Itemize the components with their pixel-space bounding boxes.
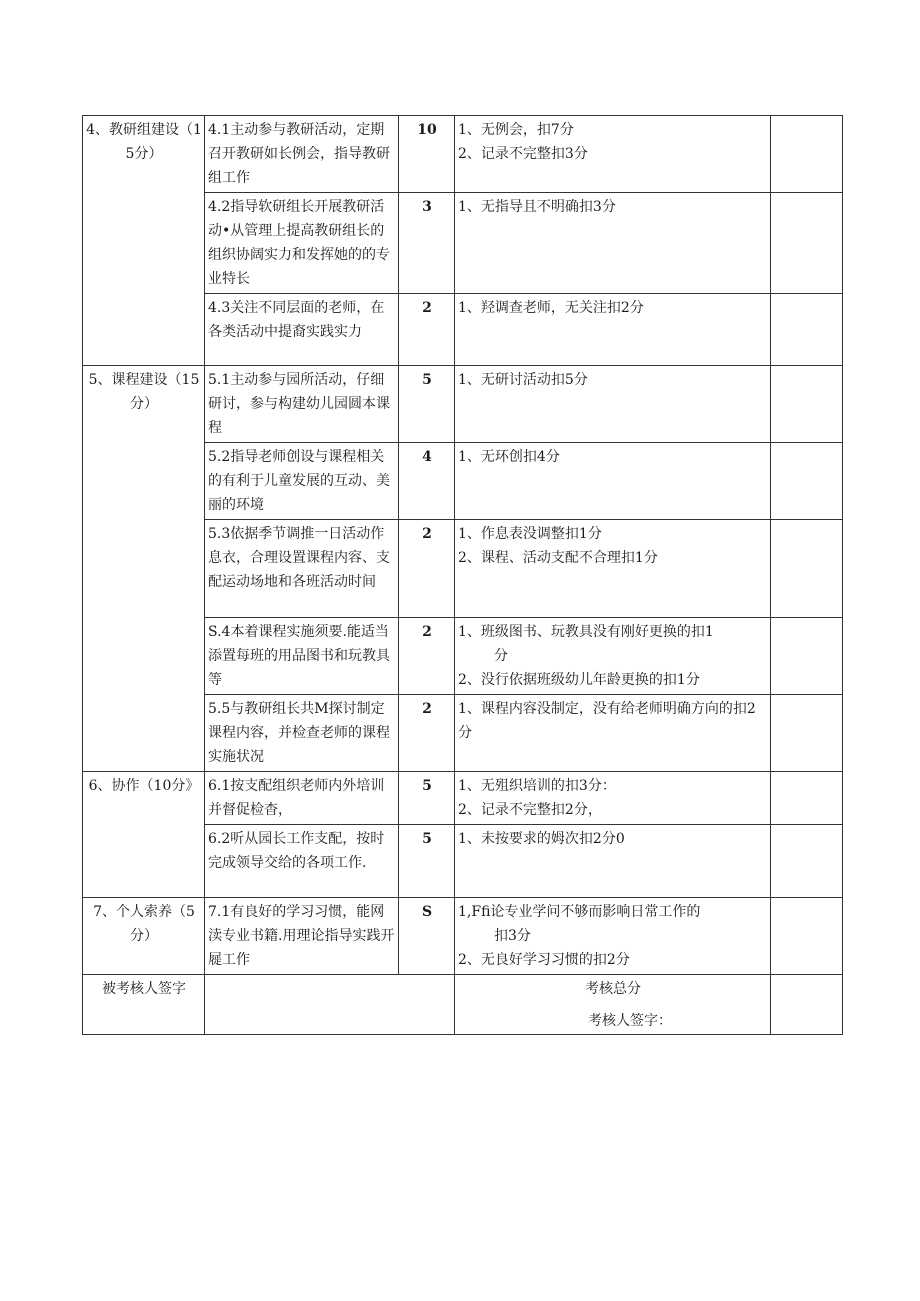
deduction-line: 1、无殂织培训的扣3分： — [458, 778, 616, 794]
deduction-cell — [455, 294, 771, 366]
score-cell: 3 — [399, 193, 455, 294]
deduction-line: 1、无指导且不明确扣3分 — [458, 199, 616, 215]
assessee-sign-field[interactable] — [205, 975, 455, 1035]
actual-score-cell — [771, 443, 843, 520]
actual-score-cell — [771, 520, 843, 618]
deduction-line: 1、羟调查老师，无关注扣2分 — [458, 300, 644, 316]
assessment-table — [82, 115, 843, 1035]
deduction-cell — [455, 695, 771, 772]
category-cell: 4、教研组建设（15分） — [83, 116, 205, 366]
score-cell: 2 — [399, 520, 455, 618]
table-row — [83, 898, 843, 975]
standard-cell: 6.1按支配组织老师内外培训并督促检杳， — [205, 772, 399, 825]
assessee-sign-label: 被考核人签字 — [83, 975, 205, 1035]
actual-score-cell — [771, 366, 843, 443]
standard-cell: 5.5与教研组长共M探讨制定课程内容，并检查老师的课程实施状况 — [205, 695, 399, 772]
standard-cell: 4.2指导软研组长开展教研活动•从管理上提高教研组长的组织协阔实力和发挥她的的专业特长 — [205, 193, 399, 294]
score-cell: 4 — [399, 443, 455, 520]
standard-cell: 4.3关注不同层面的老师，在各类活动中提裔实践实力 — [205, 294, 399, 366]
deduction-line: 1、无例会，扣7分 — [458, 122, 574, 138]
category-cell: 5、课程建设（15分） — [83, 366, 205, 772]
category-cell: 6、协作（10分》 — [83, 772, 205, 898]
deduction-line: 2、无良好学习习惯的扣2分 — [458, 952, 630, 968]
table-row — [83, 116, 843, 193]
deduction-line: 2、课程、活动支配不合理扣1分 — [458, 550, 658, 566]
standard-cell: 5.3依据季节调推一日活动作息衣，合理设置课程内容、支配运动场地和各班活动时间 — [205, 520, 399, 618]
table-row — [83, 366, 843, 443]
standard-cell: 5.2指导老师创设与课程相关的有利于儿童发展的互动、美丽的环境 — [205, 443, 399, 520]
deduction-line: 1,Ffi论专业学问不够而影响日常工作的 — [458, 904, 701, 920]
standard-cell: 5.1主动参与园所活动，仔细研讨，参与构建幼儿园圆本课程 — [205, 366, 399, 443]
score-cell: 5 — [399, 772, 455, 825]
category-cell: 7、个人索养（5分） — [83, 898, 205, 975]
standard-cell: 7.1有良好的学习习惯，能网渎专业书籍.用理论指导实践开屣工作 — [205, 898, 399, 975]
score-cell: 5 — [399, 825, 455, 898]
score-cell: 10 — [399, 116, 455, 193]
deduction-line: 1、课程内容没制定，没有给老师明确方向的扣2分 — [458, 701, 756, 741]
deduction-cell — [455, 898, 771, 975]
score-cell: 2 — [399, 294, 455, 366]
actual-score-cell — [771, 193, 843, 294]
deduction-line: 1、未按要求的姆次扣2分0 — [458, 831, 625, 847]
actual-score-cell — [771, 116, 843, 193]
standard-cell: S.4本着课程实施须要.能适当添置每班的用品图书和玩教具等 — [205, 618, 399, 695]
deduction-line: 1、无研讨活动扣5分 — [458, 372, 588, 388]
deduction-cell — [455, 116, 771, 193]
actual-score-cell — [771, 772, 843, 825]
actual-score-cell — [771, 825, 843, 898]
deduction-line: 1、作息表没调整扣1分 — [458, 526, 602, 542]
score-cell: 5 — [399, 366, 455, 443]
score-cell: 2 — [399, 618, 455, 695]
deduction-cell — [455, 193, 771, 294]
total-score-label: 考核总分 — [455, 975, 771, 1035]
actual-score-cell — [771, 898, 843, 975]
deduction-line: 1、班级图书、玩教具没有刚好更换的扣1 — [458, 624, 714, 640]
deduction-line: 分 — [494, 648, 508, 664]
deduction-cell — [455, 825, 771, 898]
deduction-line: 2、记录不完整扣3分 — [458, 146, 588, 162]
standard-cell: 6.2听从园长工作支配，按时完成领导交给的各项工作. — [205, 825, 399, 898]
actual-score-cell — [771, 695, 843, 772]
deduction-line: 扣3分 — [494, 928, 531, 944]
deduction-cell — [455, 772, 771, 825]
score-cell: 2 — [399, 695, 455, 772]
score-cell: S — [399, 898, 455, 975]
table-row — [83, 975, 843, 1035]
standard-cell: 4.1主动参与教研活动，定期召开教研如长例会，指导教研组工作 — [205, 116, 399, 193]
deduction-cell — [455, 618, 771, 695]
actual-score-cell — [771, 618, 843, 695]
deduction-cell — [455, 366, 771, 443]
actual-score-cell — [771, 294, 843, 366]
deduction-line: 2、记录不完整扣2分， — [458, 802, 602, 818]
deduction-cell — [455, 520, 771, 618]
deduction-line: 1、无环创扣4分 — [458, 449, 560, 465]
total-score-field[interactable] — [771, 975, 843, 1035]
table-row — [83, 772, 843, 825]
assessor-sign-label: 考核人签字： — [588, 1013, 672, 1029]
deduction-cell — [455, 443, 771, 520]
deduction-line: 2、没行依据班级幼儿年龄更换的扣1分 — [458, 672, 700, 688]
